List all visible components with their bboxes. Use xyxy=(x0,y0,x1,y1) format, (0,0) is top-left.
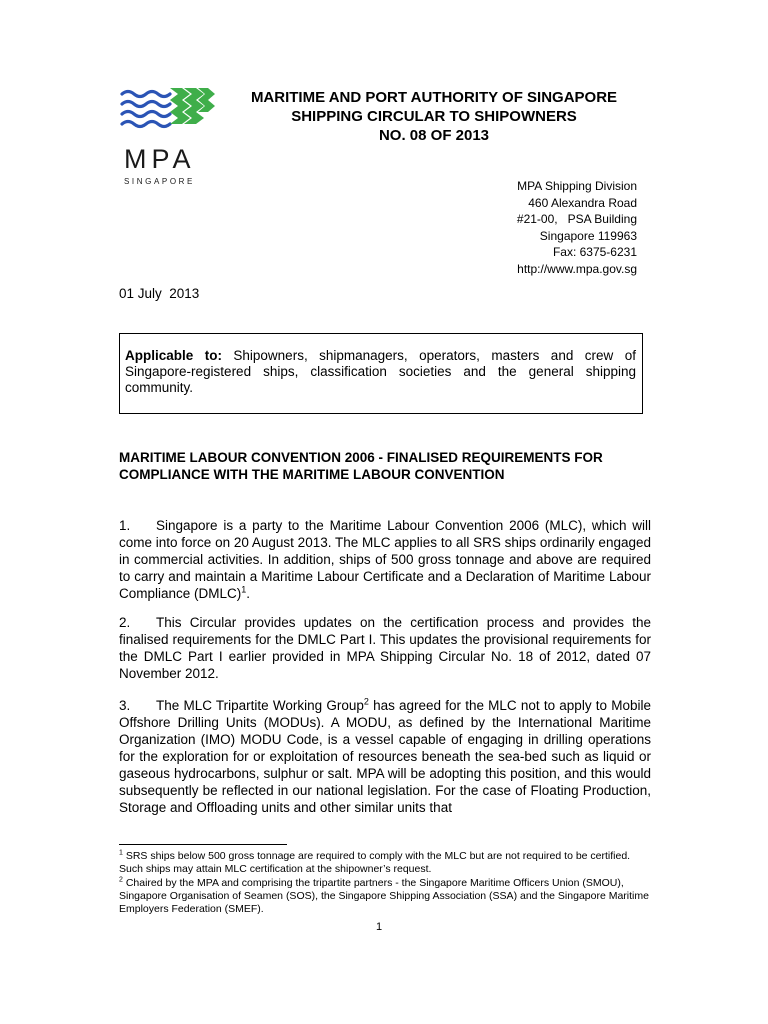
paragraph-3 xyxy=(119,697,651,816)
footnote-1 xyxy=(119,850,654,876)
footnote-text: Chaired by the MPA and comprising the tripartite partners - the Singapore Maritime Officers Union (SMOU), Singapore Organisation of Seamen (SOS), the Singapore Shipping Association (SSA) and the Singapore Maritime Employers Federation (SMEF). xyxy=(119,877,649,915)
address-line: #21-00, PSA Building xyxy=(516,212,637,226)
address-line: Singapore 119963 xyxy=(539,228,637,243)
footnote-ref[interactable]: 1 xyxy=(241,584,247,595)
logo-text-singapore: SINGAPORE xyxy=(124,177,195,186)
header-line-authority: MARITIME AND PORT AUTHORITY OF SINGAPORE xyxy=(250,89,618,106)
paragraph-text: Singapore is a party to the Maritime Labour Convention 2006 (MLC), which will come into force on 20 August 2013. The MLC applies to all SRS ships ordinarily engaged in commercial activities. In addition, ships of 500 gross tonnage and above are required to carry and maintain a Maritime Labour Certificate and a Declaration of Maritime Labour Compliance (DMLC) xyxy=(119,518,651,601)
footnote-ref[interactable]: 2 xyxy=(363,696,369,707)
circular-date: 01 July 2013 xyxy=(119,286,200,301)
circular-title xyxy=(119,449,649,483)
footnote-divider xyxy=(119,844,287,845)
applicable-box xyxy=(119,333,643,414)
footnote-marker: 2 xyxy=(119,876,123,884)
paragraph-text-end: . xyxy=(246,586,251,601)
mpa-logo xyxy=(120,80,220,190)
document-header xyxy=(230,88,638,145)
logo-text-mpa: MPA xyxy=(124,144,196,174)
header-line-number: NO. 08 OF 2013 xyxy=(378,127,490,144)
title-line: COMPLIANCE WITH THE MARITIME LABOUR CONVENTION xyxy=(119,467,505,482)
address-line: MPA Shipping Division xyxy=(517,179,637,193)
address-line: Fax: 6375-6231 xyxy=(552,245,637,259)
address-link[interactable]: http://www.mpa.gov.sg xyxy=(517,261,637,276)
header-line-circular: SHIPPING CIRCULAR TO SHIPOWNERS xyxy=(291,108,577,125)
footnote-text: SRS ships below 500 gross tonnage are required to comply with the MLC but are not required to be certified. Such ships may attain MLC certification at the shipowner’s request. xyxy=(119,850,631,875)
paragraph-text: This Circular provides updates on the certification process and provides the finalised requirements for the DMLC Part I. This updates the provisional requirements for the DMLC Part I earlier provided in MPA Shipping Circular No. 18 of 2012, dated 07 November 2012. xyxy=(119,615,651,681)
paragraph-number: 1. xyxy=(119,518,131,533)
mpa-wave-logo-icon xyxy=(120,80,220,142)
address-block xyxy=(517,178,637,277)
applicable-label: Applicable to: xyxy=(125,348,222,363)
footnote-marker: 1 xyxy=(119,849,123,857)
paragraph-text: has agreed for the MLC not to apply to Mobile Offshore Drilling Units (MODUs). A MODU, as defined by the International Maritime Organization (IMO) MODU Code, is a vessel capable of engaging in drilling operations for the exploration for or exploitation of resources beneath the sea-bed such as liquid or gaseous hydrocarbons, sulphur or salt. MPA will be adopting this position, and this would subsequently be reflected in our national legislation. For the case of Floating Production, Storage and Offloading units and other similar units that xyxy=(119,698,651,815)
footnote-2 xyxy=(119,877,654,916)
paragraph-number: 3. xyxy=(119,698,131,713)
page-number: 1 xyxy=(376,921,383,933)
paragraph-number: 2. xyxy=(119,615,131,630)
paragraph-text-start: The MLC Tripartite Working Group xyxy=(156,698,364,713)
paragraph-2 xyxy=(119,614,651,682)
paragraph-1 xyxy=(119,517,651,602)
address-line: 460 Alexandra Road xyxy=(528,195,637,210)
title-line: MARITIME LABOUR CONVENTION 2006 - FINALISED REQUIREMENTS FOR xyxy=(119,450,603,465)
applicable-text: Shipowners, shipmanagers, operators, masters and crew of Singapore-registered ships, classification societies and the general shipping community. xyxy=(125,348,636,395)
